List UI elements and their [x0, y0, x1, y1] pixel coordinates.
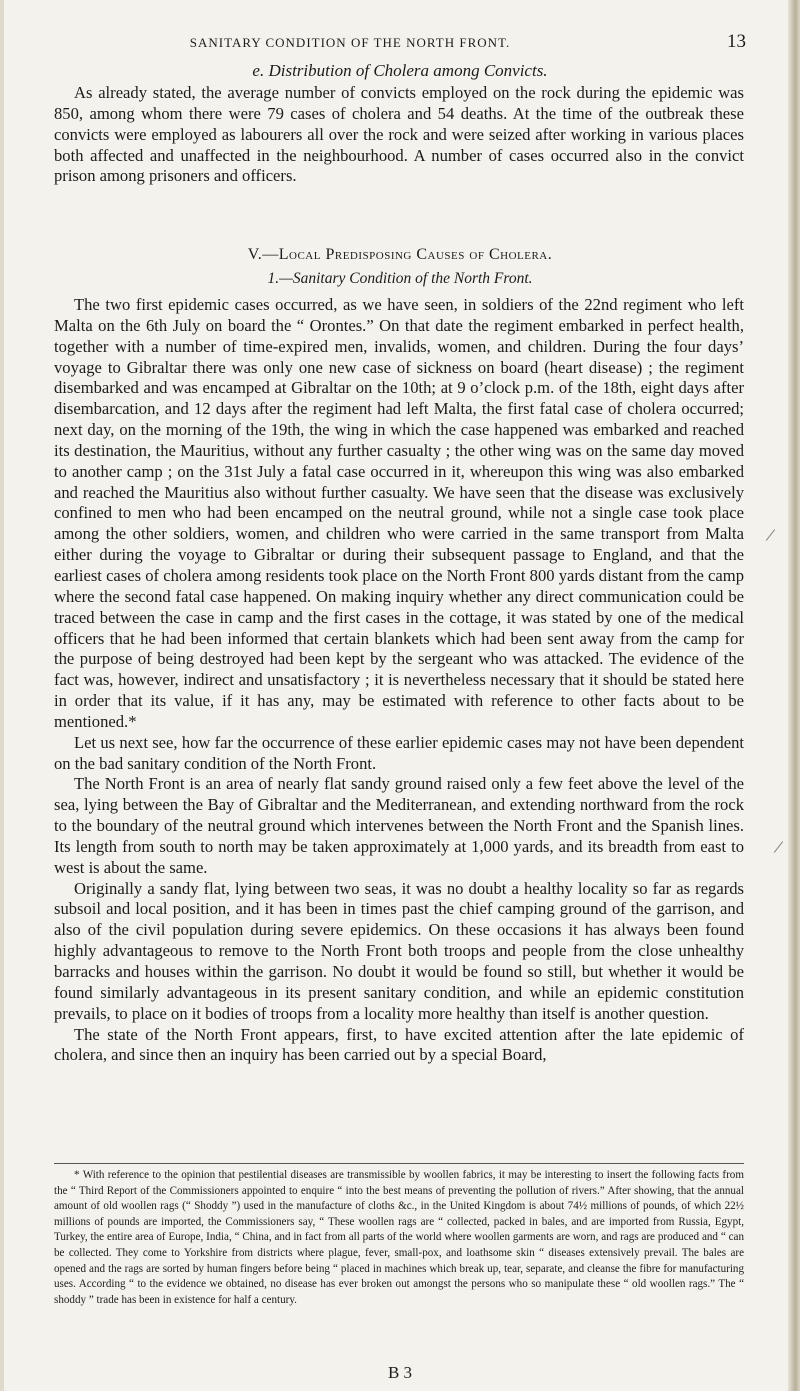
running-head: SANITARY CONDITION OF THE NORTH FRONT.	[189, 35, 511, 50]
page-right-edge	[788, 0, 800, 1391]
footnote: * With reference to the opinion that pestilential diseases are transmissible by woollen fabrics, it may be interesting to insert the following facts from the “ Third Report of the Commissioners appointed to enquire “ into the best means of preventing the pollution of rivers.” After showing, that the annual amount of old woollen rags (“ Shoddy ”) used in the manufacture of cloths &c., in the United Kingdom is about 74½ millions of pounds, of which 22½ millions of pounds are imported, the Commissioners say, “ These woollen rags are “ collected, packed in bales, and are imported from Russia, Egypt, Turkey, the entire area of Europe, India, “ China, and in fact from all parts of the world where woollen garments are worn, and rags are produced and “ can be collected. They come to Yorkshire from districts where plague, fever, small-pox, and loathsome skin “ diseases extensively prevail. The bales are opened and the rags are sorted by human fingers before being “ placed in machines which break up, tear, separate, and cleanse the fibre for manufacturing uses. According “ to the evidence we obtained, no disease has ever broken out amongst the persons who so manipulate these “ old woollen rags.” The “ shoddy ” trade has been in existence for half a century.	[54, 1169, 744, 1306]
section-v-subtitle: 1.—Sanitary Condition of the North Front.	[267, 270, 533, 287]
body-paragraph: Originally a sandy flat, lying between two seas, it was no doubt a healthy locality so far as regards subsoil and local position, and it has been in times past the chief camping ground of the garrison, and also of the civil population during severe epidemics. On these occasions it has always been found highly advantageous to remove to the North Front both troops and people from the close unhealthy barracks and houses within the garrison. No doubt it would be found so still, but whether it would be found similarly advantageous in its present sanitary condition, and while an epidemic constitution prevails, to place on it bodies of troops from a locality more healthy than itself is another question.	[54, 878, 744, 1023]
margin-mark	[766, 529, 775, 541]
page-left-edge	[0, 0, 4, 1391]
section-e-paragraph: As already stated, the average number of convicts employed on the rock during the epidemic was 850, among whom there were 79 cases of cholera and 54 deaths. At the time of the outbreak these convicts were employed as labourers all over the rock and were seized after working in various places both affected and unaffected in the neighbourhood. A number of cases occurred also in the convict prison among prisoners and officers.	[54, 83, 744, 186]
body-paragraph: Let us next see, how far the occurrence of these earlier epidemic cases may not have been dependent on the bad sanitary condition of the North Front.	[54, 732, 744, 773]
body-paragraph: The North Front is an area of nearly flat sandy ground raised only a few feet above the level of the sea, lying between the Bay of Gibraltar and the Mediterranean, and extending northward from the rock to the boundary of the neutral ground which intervenes between the North Front and the Spanish lines. Its length from south to north may be taken approximately at 1,000 yards, and its breadth from east to west is about the same.	[54, 774, 744, 877]
section-v-body	[54, 295, 744, 1066]
section-v-heading	[0, 246, 800, 264]
body-paragraph: The two first epidemic cases occurred, as we have seen, in soldiers of the 22nd regiment who left Malta on the 6th July on board the “ Orontes.” On that date the regiment embarked in perfect health, together with a number of time-expired men, invalids, women, and children. During the four days’ voyage to Gibraltar there was only one new case of sickness on board (heart disease) ; the regiment disembarked and was encamped at Gibraltar on the 10th; at 9 o’clock p.m. of the 18th, eight days after disembarcation, and 12 days after the regiment had left Malta, the first fatal case of cholera occurred; next day, on the morning of the 19th, the wing in which the case happened was embarked and reached its destination, the Mauritius, without any further casualty ; the other wing was on the same day moved to another camp ; on the 31st July a fatal case occurred in it, whereupon this wing was also embarked and reached the Mauritius also without further casualty. We have seen that the disease was exclusively confined to men who had been encamped on the neutral ground, while not a single case took place among the other soldiers, women, and children who were carried in the same transport from Malta either during the voyage to Gibraltar or during their subsequent passage to England, and that the earliest cases of cholera among residents took place on the North Front 800 yards distant from the camp where the second fatal case happened. On making inquiry whether any direct communication could be traced between the case in camp and the first cases in the cottage, it was stated by one of the medical officers that he had been informed that certain blankets which had been sent away from the camp for the purpose of being destroyed had been kept by the sergeant who was attacked. The evidence of the fact was, however, indirect and unsatisfactory ; it is nevertheless necessary that it should be stated here in order that its value, if it has any, may be estimated with reference to other facts about to be mentioned.*	[54, 295, 744, 731]
section-v-title: Local Predisposing Causes of Cholera.	[278, 246, 553, 263]
body-paragraph: The state of the North Front appears, first, to have excited attention after the late epidemic of cholera, and since then an inquiry has been carried out by a special Board,	[54, 1024, 744, 1065]
signature-mark: B 3	[387, 1363, 413, 1382]
footnote-rule	[54, 1163, 744, 1164]
section-e-title: e. Distribution of Cholera among Convicts.	[252, 61, 548, 80]
section-v-numeral: V.—	[247, 246, 279, 263]
page-number: 13	[727, 31, 746, 52]
margin-mark	[774, 841, 783, 853]
